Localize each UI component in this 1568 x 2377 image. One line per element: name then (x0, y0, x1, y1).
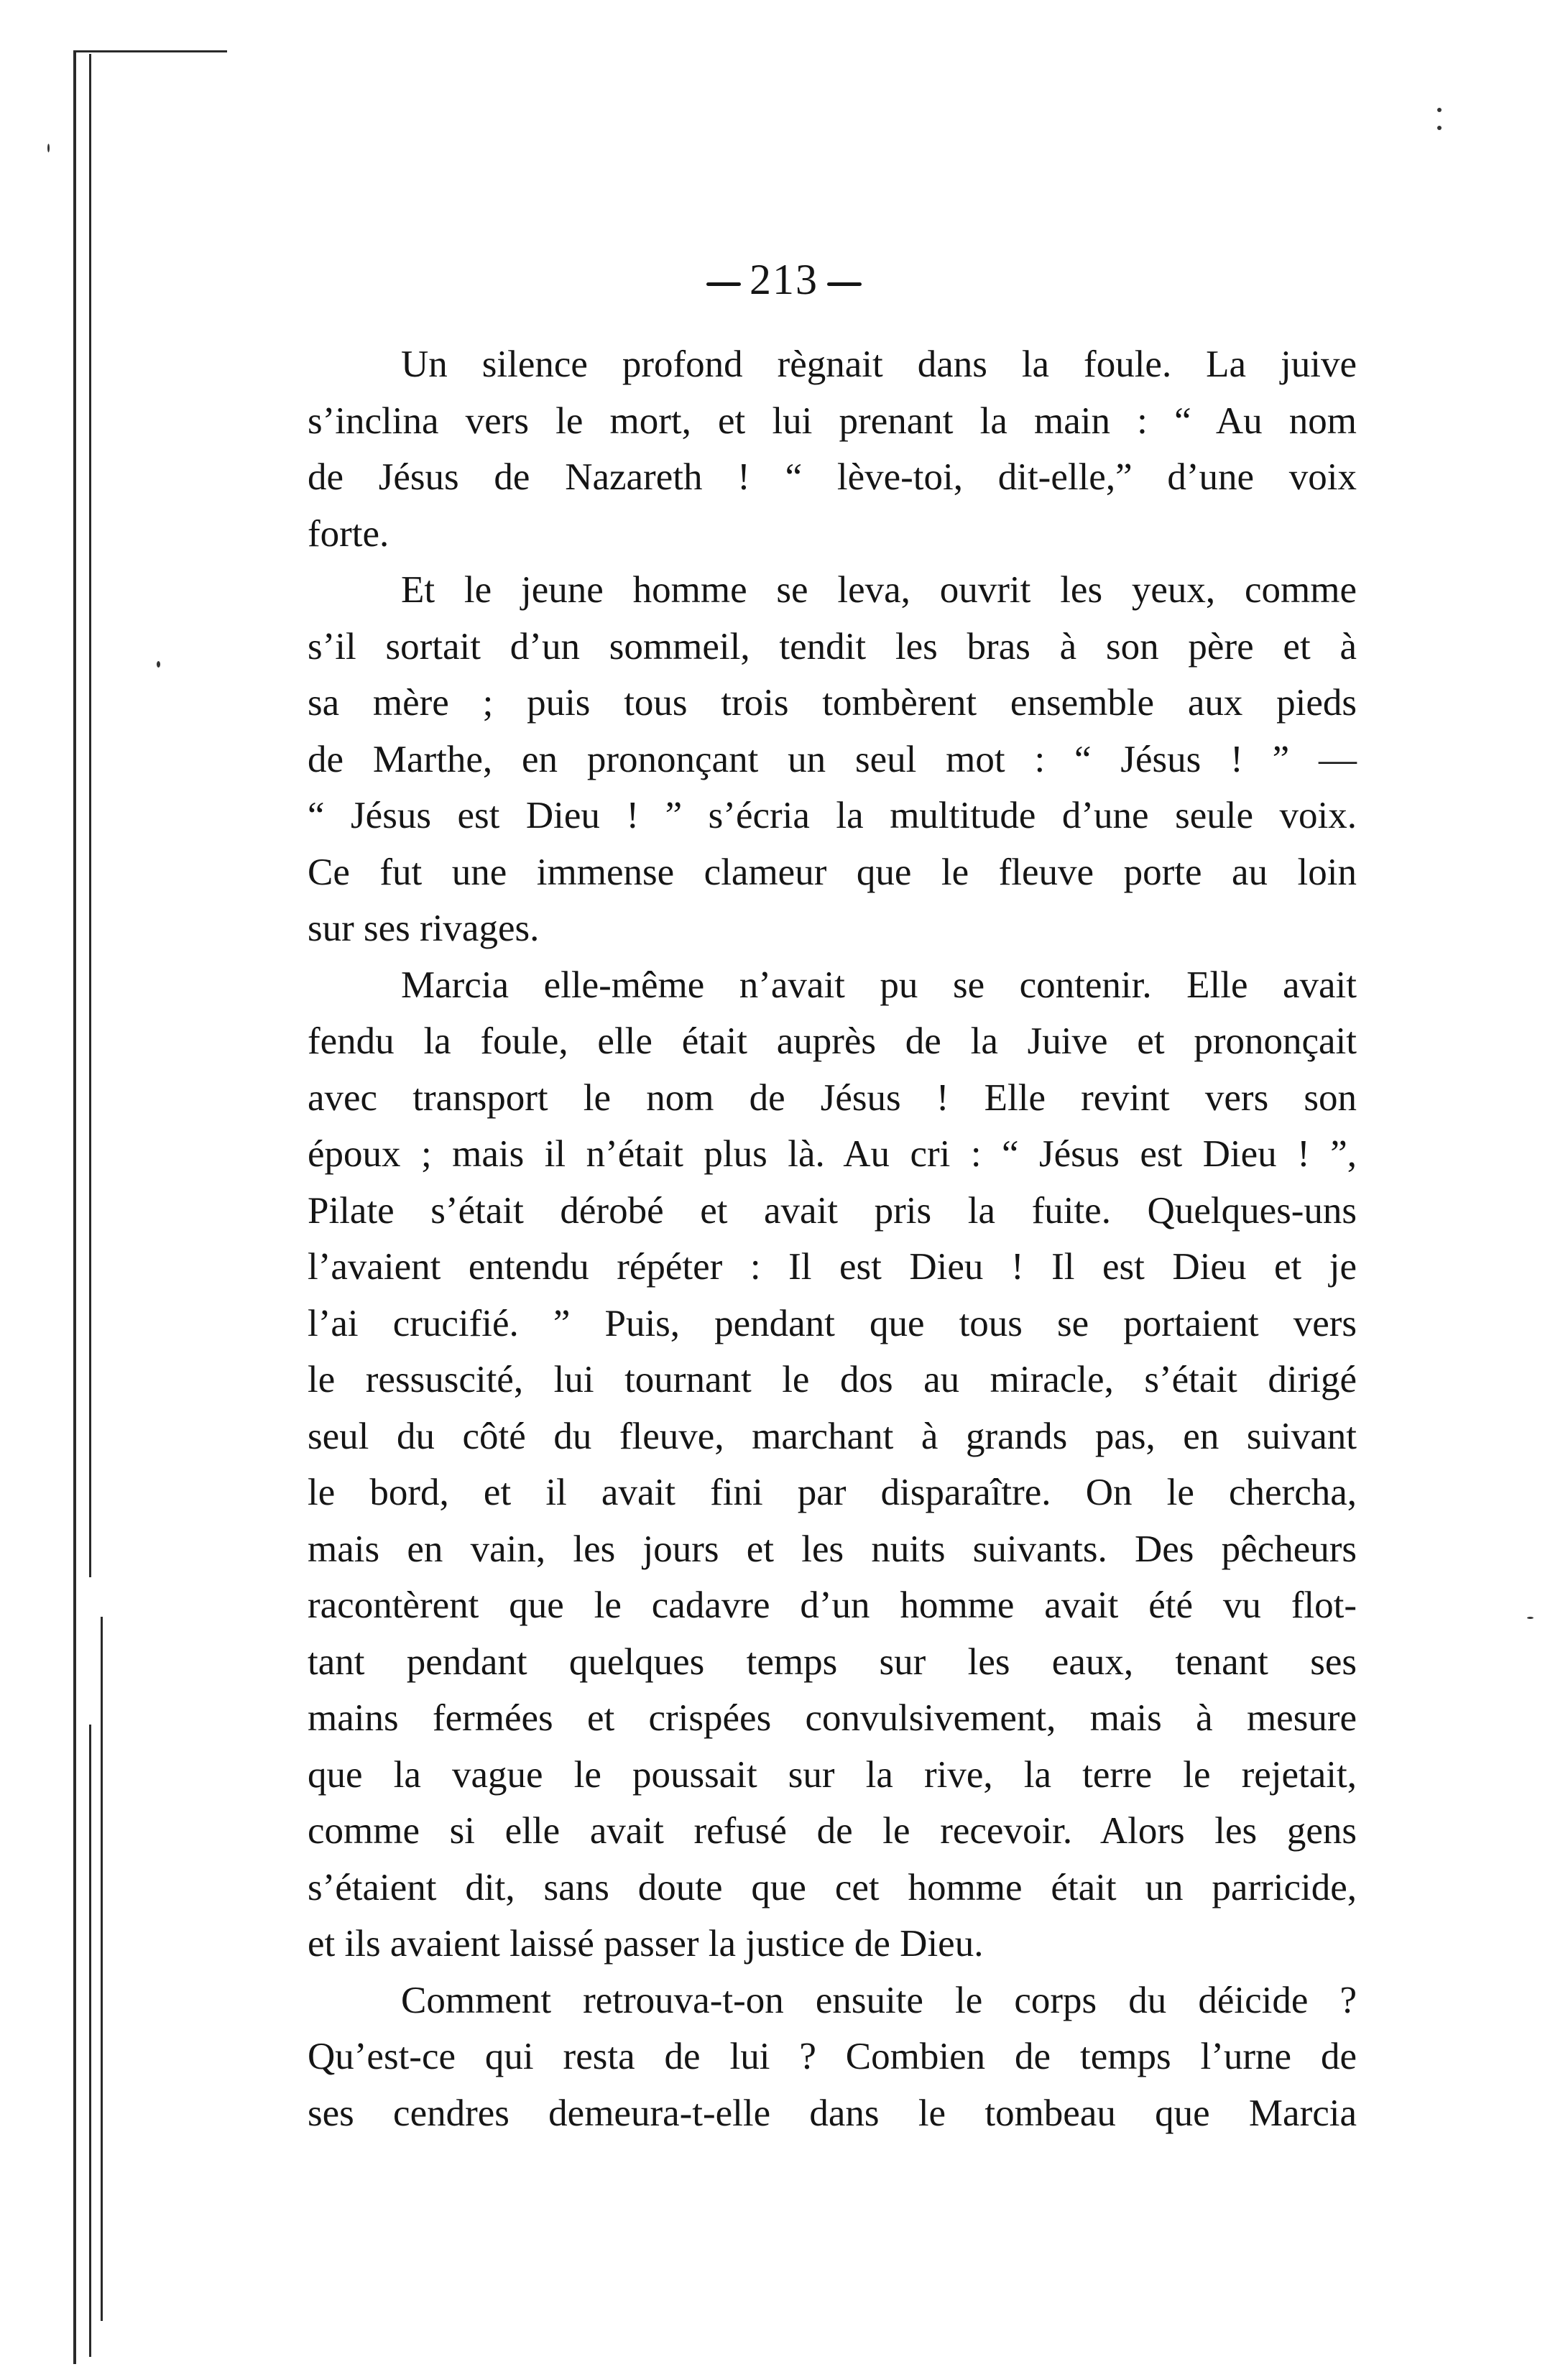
header-dash (827, 282, 862, 286)
text-line: que la vague le poussait sur la rive, la terre le rejetait, (308, 1753, 1357, 1796)
text-line: l’avaient entendu répéter : Il est Dieu ! Il est Dieu et je (308, 1246, 1357, 1288)
page-number: 213 (750, 256, 818, 303)
text-line: seul du côté du fleuve, marchant à grands pas, en suivant (308, 1415, 1357, 1457)
text-line: ses cendres demeura-t-elle dans le tombeau que Marcia (308, 2092, 1357, 2134)
page-header (0, 255, 1568, 305)
text-line: et ils avaient laissé passer la justice de Dieu. (308, 1923, 984, 1965)
text-line: racontèrent que le cadavre d’un homme avait été vu flot- (308, 1584, 1357, 1626)
scan-speck (47, 144, 50, 152)
text-line: de Marthe, en prononçant un seul mot : “ Jésus ! ” — (308, 738, 1357, 780)
text-line: s’inclina vers le mort, et lui prenant la main : “ Au nom (308, 400, 1357, 442)
text-line: Marcia elle-même n’avait pu se contenir. Elle avait (401, 964, 1357, 1006)
text-line: Un silence profond règnait dans la foule. La juive (401, 343, 1357, 385)
body-text (308, 336, 1357, 2141)
text-line: mais en vain, les jours et les nuits suivants. Des pêcheurs (308, 1528, 1357, 1570)
text-line: mains fermées et crispées convulsivement, mais à mesure (308, 1697, 1357, 1739)
binding-edge-line (76, 50, 227, 52)
text-line: Ce fut une immense clameur que le fleuve porte au loin (308, 851, 1357, 893)
text-line: Pilate s’était dérobé et avait pris la fuite. Quelques-uns (308, 1189, 1357, 1232)
text-line: s’il sortait d’un sommeil, tendit les bras à son père et à (308, 625, 1357, 668)
text-line: s’étaient dit, sans doute que cet homme était un parricide, (308, 1866, 1357, 1908)
text-line: le ressuscité, lui tournant le dos au miracle, s’était dirigé (308, 1359, 1357, 1400)
scan-speck (1527, 1617, 1534, 1619)
text-line: sa mère ; puis tous trois tombèrent ensemble aux pieds (308, 682, 1357, 724)
text-line: forte. (308, 512, 389, 555)
text-line: comme si elle avait refusé de le recevoir. Alors les gens (308, 1810, 1357, 1852)
text-line: avec transport le nom de Jésus ! Elle revint vers son (308, 1076, 1357, 1119)
text-line: le bord, et il avait fini par disparaître. On le chercha, (308, 1472, 1357, 1513)
binding-edge-line (73, 50, 76, 2364)
text-line: sur ses rivages. (308, 908, 540, 949)
scan-speck (157, 661, 160, 668)
text-line: tant pendant quelques temps sur les eaux, tenant ses (308, 1640, 1357, 1683)
header-dash (706, 282, 741, 286)
text-line: “ Jésus est Dieu ! ” s’écria la multitude d’une seule voix. (308, 795, 1357, 836)
text-line: l’ai crucifié. ” Puis, pendant que tous se portaient vers (308, 1302, 1357, 1344)
text-line: Et le jeune homme se leva, ouvrit les yeux, comme (401, 569, 1357, 611)
scan-speck (1437, 108, 1442, 112)
binding-edge-line (101, 1617, 103, 2321)
text-line: époux ; mais il n’était plus là. Au cri : “ Jésus est Dieu ! ”, (308, 1133, 1357, 1175)
text-line: de Jésus de Nazareth ! “ lève-toi, dit-elle,” d’une voix (308, 456, 1357, 498)
text-line: Comment retrouva-t-on ensuite le corps du déicide ? (401, 1979, 1357, 2021)
text-line: Qu’est-ce qui resta de lui ? Combien de temps l’urne de (308, 2036, 1357, 2077)
text-line: fendu la foule, elle était auprès de la Juive et prononçait (308, 1020, 1357, 1062)
scan-speck (1437, 126, 1442, 130)
binding-edge-line (89, 1725, 91, 2357)
